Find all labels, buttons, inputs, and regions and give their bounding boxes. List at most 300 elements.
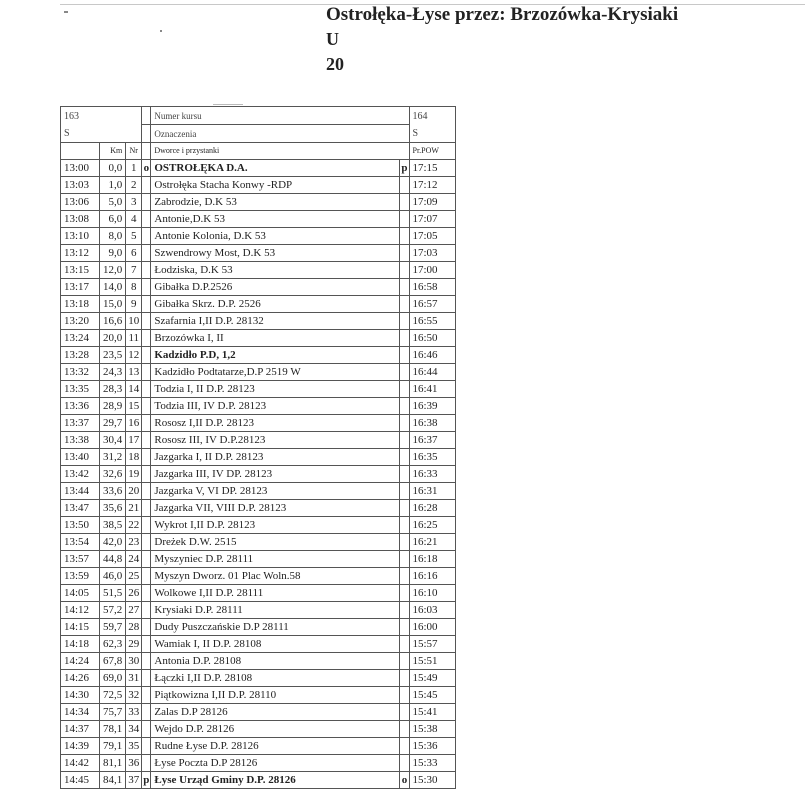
stop-marker xyxy=(142,279,151,296)
departure-time: 13:44 xyxy=(61,483,100,500)
left-run-marking: S xyxy=(64,128,70,139)
timetable xyxy=(60,106,456,789)
return-time: 16:39 xyxy=(409,398,455,415)
stop-name: Jazgarka V, VI DP. 28123 xyxy=(151,483,400,500)
return-time: 16:55 xyxy=(409,313,455,330)
table-row xyxy=(61,755,456,772)
distance-km: 9,0 xyxy=(100,245,126,262)
return-time: 16:28 xyxy=(409,500,455,517)
departure-time: 14:45 xyxy=(61,772,100,789)
return-time: 16:03 xyxy=(409,602,455,619)
return-time: 15:57 xyxy=(409,636,455,653)
return-time: 15:45 xyxy=(409,687,455,704)
departure-time: 13:32 xyxy=(61,364,100,381)
stop-right-marker xyxy=(400,483,409,500)
return-time: 16:57 xyxy=(409,296,455,313)
stop-marker xyxy=(142,381,151,398)
stop-number: 32 xyxy=(126,687,142,704)
distance-km: 14,0 xyxy=(100,279,126,296)
scan-speck xyxy=(160,30,162,32)
departure-time: 13:57 xyxy=(61,551,100,568)
stop-name: Piątkowizna I,II D.P. 28110 xyxy=(151,687,400,704)
stop-number: 34 xyxy=(126,721,142,738)
stop-marker xyxy=(142,755,151,772)
nr-label: Nr xyxy=(126,143,142,160)
distance-km: 57,2 xyxy=(100,602,126,619)
stop-number: 21 xyxy=(126,500,142,517)
stop-number: 15 xyxy=(126,398,142,415)
table-row xyxy=(61,653,456,670)
stop-right-marker xyxy=(400,517,409,534)
return-time: 17:07 xyxy=(409,211,455,228)
distance-km: 42,0 xyxy=(100,534,126,551)
departure-time: 13:20 xyxy=(61,313,100,330)
return-time: 15:41 xyxy=(409,704,455,721)
stop-name: Todzia I, II D.P. 28123 xyxy=(151,381,400,398)
return-time: 16:10 xyxy=(409,585,455,602)
stop-name: Kadzidło Podtatarze,D.P 2519 W xyxy=(151,364,400,381)
return-time: 17:03 xyxy=(409,245,455,262)
distance-km: 29,7 xyxy=(100,415,126,432)
departure-time: 14:39 xyxy=(61,738,100,755)
stop-number: 23 xyxy=(126,534,142,551)
stop-name: Myszyniec D.P. 28111 xyxy=(151,551,400,568)
stop-marker xyxy=(142,585,151,602)
distance-km: 15,0 xyxy=(100,296,126,313)
table-row xyxy=(61,398,456,415)
stop-number: 25 xyxy=(126,568,142,585)
distance-km: 67,8 xyxy=(100,653,126,670)
stop-marker xyxy=(142,738,151,755)
stop-name: Gibałka Skrz. D.P. 2526 xyxy=(151,296,400,313)
return-time: 16:58 xyxy=(409,279,455,296)
distance-km: 75,7 xyxy=(100,704,126,721)
stop-marker xyxy=(142,398,151,415)
return-time: 16:38 xyxy=(409,415,455,432)
left-run-header xyxy=(61,107,142,143)
distance-km: 20,0 xyxy=(100,330,126,347)
table-row xyxy=(61,211,456,228)
stop-right-marker xyxy=(400,619,409,636)
stop-marker: p xyxy=(142,772,151,789)
distance-km: 51,5 xyxy=(100,585,126,602)
stop-name: Łyse Urząd Gminy D.P. 28126 xyxy=(151,772,400,789)
departure-time: 13:50 xyxy=(61,517,100,534)
return-time: 16:25 xyxy=(409,517,455,534)
table-row xyxy=(61,517,456,534)
stop-right-marker xyxy=(400,687,409,704)
departure-time: 14:12 xyxy=(61,602,100,619)
stop-marker xyxy=(142,296,151,313)
blank-header-cell xyxy=(142,107,151,125)
blank-header-cell xyxy=(142,125,151,143)
stop-marker: o xyxy=(142,160,151,177)
left-run-number: 163 xyxy=(64,111,79,122)
stop-marker xyxy=(142,551,151,568)
table-row xyxy=(61,704,456,721)
departure-time: 13:00 xyxy=(61,160,100,177)
stop-name: Łodziska, D.K 53 xyxy=(151,262,400,279)
stop-marker xyxy=(142,245,151,262)
stop-name: Antonie,D.K 53 xyxy=(151,211,400,228)
table-row xyxy=(61,670,456,687)
table-row xyxy=(61,602,456,619)
departure-time: 13:12 xyxy=(61,245,100,262)
blank-header-cell xyxy=(61,143,100,160)
right-run-marking: S xyxy=(412,128,419,139)
return-time: 15:30 xyxy=(409,772,455,789)
stop-right-marker xyxy=(400,466,409,483)
distance-km: 79,1 xyxy=(100,738,126,755)
stop-name: Łączki I,II D.P. 28108 xyxy=(151,670,400,687)
departure-time: 13:17 xyxy=(61,279,100,296)
departure-time: 14:05 xyxy=(61,585,100,602)
stop-number: 3 xyxy=(126,194,142,211)
stop-name: Łyse Poczta D.P 28126 xyxy=(151,755,400,772)
table-row xyxy=(61,466,456,483)
distance-km: 78,1 xyxy=(100,721,126,738)
departure-time: 14:37 xyxy=(61,721,100,738)
route-title: Ostrołęka-Łyse przez: Brzozówka-Krysiaki xyxy=(326,4,679,25)
departure-time: 13:15 xyxy=(61,262,100,279)
stop-name: Antonia D.P. 28108 xyxy=(151,653,400,670)
return-time: 17:00 xyxy=(409,262,455,279)
departure-time: 13:37 xyxy=(61,415,100,432)
table-row xyxy=(61,160,456,177)
distance-km: 1,0 xyxy=(100,177,126,194)
stop-number: 26 xyxy=(126,585,142,602)
stop-right-marker xyxy=(400,721,409,738)
distance-km: 32,6 xyxy=(100,466,126,483)
stop-right-marker xyxy=(400,262,409,279)
return-time: 16:00 xyxy=(409,619,455,636)
stop-marker xyxy=(142,228,151,245)
stop-right-marker xyxy=(400,313,409,330)
distance-km: 33,6 xyxy=(100,483,126,500)
stop-name: Dudy Puszczańskie D.P 28111 xyxy=(151,619,400,636)
departure-time: 14:24 xyxy=(61,653,100,670)
table-row xyxy=(61,296,456,313)
distance-km: 12,0 xyxy=(100,262,126,279)
stop-marker xyxy=(142,449,151,466)
stop-number: 27 xyxy=(126,602,142,619)
stop-name: Wykrot I,II D.P. 28123 xyxy=(151,517,400,534)
stop-name: Szwendrowy Most, D.K 53 xyxy=(151,245,400,262)
right-run-header xyxy=(409,107,455,143)
stop-right-marker xyxy=(400,364,409,381)
distance-km: 81,1 xyxy=(100,755,126,772)
stop-number: 13 xyxy=(126,364,142,381)
stop-marker xyxy=(142,517,151,534)
km-label: Km xyxy=(100,143,126,160)
stop-right-marker xyxy=(400,670,409,687)
return-time: 17:09 xyxy=(409,194,455,211)
stop-marker xyxy=(142,721,151,738)
return-time: 16:16 xyxy=(409,568,455,585)
stop-right-marker xyxy=(400,194,409,211)
stop-right-marker xyxy=(400,755,409,772)
departure-time: 13:42 xyxy=(61,466,100,483)
stop-name: Wamiak I, II D.P. 28108 xyxy=(151,636,400,653)
stop-marker xyxy=(142,483,151,500)
table-row xyxy=(61,534,456,551)
heading xyxy=(326,2,678,77)
stop-marker xyxy=(142,670,151,687)
departure-time: 13:36 xyxy=(61,398,100,415)
stop-name: Brzozówka I, II xyxy=(151,330,400,347)
stop-number: 1 xyxy=(126,160,142,177)
return-time: 16:18 xyxy=(409,551,455,568)
distance-km: 44,8 xyxy=(100,551,126,568)
return-time: 15:38 xyxy=(409,721,455,738)
stop-number: 6 xyxy=(126,245,142,262)
return-time: 17:05 xyxy=(409,228,455,245)
stop-name: Wejdo D.P. 28126 xyxy=(151,721,400,738)
stop-marker xyxy=(142,534,151,551)
return-time: 17:12 xyxy=(409,177,455,194)
departure-time: 14:18 xyxy=(61,636,100,653)
return-time: 15:49 xyxy=(409,670,455,687)
stop-right-marker xyxy=(400,551,409,568)
stop-name: Rososz I,II D.P. 28123 xyxy=(151,415,400,432)
stop-right-marker xyxy=(400,415,409,432)
stop-number: 31 xyxy=(126,670,142,687)
return-time: 16:37 xyxy=(409,432,455,449)
stop-name: Jazgarka I, II D.P. 28123 xyxy=(151,449,400,466)
stop-name: Wolkowe I,II D.P. 28111 xyxy=(151,585,400,602)
right-run-number: 164 xyxy=(412,111,428,122)
stop-number: 8 xyxy=(126,279,142,296)
stop-number: 19 xyxy=(126,466,142,483)
table-row xyxy=(61,279,456,296)
stop-number: 30 xyxy=(126,653,142,670)
departure-time: 14:30 xyxy=(61,687,100,704)
table-row xyxy=(61,551,456,568)
departure-time: 13:40 xyxy=(61,449,100,466)
stop-name: Todzia III, IV D.P. 28123 xyxy=(151,398,400,415)
stop-marker xyxy=(142,194,151,211)
departure-time: 13:24 xyxy=(61,330,100,347)
stop-right-marker: o xyxy=(400,772,409,789)
stop-right-marker xyxy=(400,279,409,296)
stop-number: 36 xyxy=(126,755,142,772)
stop-number: 20 xyxy=(126,483,142,500)
stop-name: Rososz III, IV D.P.28123 xyxy=(151,432,400,449)
departure-time: 13:10 xyxy=(61,228,100,245)
table-row xyxy=(61,619,456,636)
table-row xyxy=(61,500,456,517)
stop-marker xyxy=(142,466,151,483)
stations-label: Dworce i przystanki xyxy=(151,143,409,160)
distance-km: 16,6 xyxy=(100,313,126,330)
departure-time: 13:54 xyxy=(61,534,100,551)
stop-right-marker xyxy=(400,738,409,755)
stop-number: 22 xyxy=(126,517,142,534)
stop-right-marker xyxy=(400,245,409,262)
stop-name: Szafarnia I,II D.P. 28132 xyxy=(151,313,400,330)
stop-marker xyxy=(142,704,151,721)
table-row xyxy=(61,194,456,211)
return-time: 16:31 xyxy=(409,483,455,500)
departure-time: 13:28 xyxy=(61,347,100,364)
return-time: 16:33 xyxy=(409,466,455,483)
return-time: 16:41 xyxy=(409,381,455,398)
stop-right-marker xyxy=(400,398,409,415)
scan-speck xyxy=(64,11,68,13)
distance-km: 28,3 xyxy=(100,381,126,398)
stop-marker xyxy=(142,653,151,670)
stop-name: Zalas D.P 28126 xyxy=(151,704,400,721)
distance-km: 72,5 xyxy=(100,687,126,704)
stop-marker xyxy=(142,330,151,347)
departure-time: 13:38 xyxy=(61,432,100,449)
stop-number: 37 xyxy=(126,772,142,789)
distance-km: 31,2 xyxy=(100,449,126,466)
distance-km: 59,7 xyxy=(100,619,126,636)
departure-time: 13:06 xyxy=(61,194,100,211)
distance-km: 8,0 xyxy=(100,228,126,245)
stop-right-marker xyxy=(400,177,409,194)
table-row xyxy=(61,262,456,279)
stop-name: Rudne Łyse D.P. 28126 xyxy=(151,738,400,755)
table-row xyxy=(61,585,456,602)
stop-name: Myszyn Dworz. 01 Plac Woln.58 xyxy=(151,568,400,585)
stop-name: Krysiaki D.P. 28111 xyxy=(151,602,400,619)
stop-marker xyxy=(142,636,151,653)
departure-time: 14:34 xyxy=(61,704,100,721)
stop-marker xyxy=(142,568,151,585)
table-row xyxy=(61,228,456,245)
table-row xyxy=(61,449,456,466)
route-number: 20 xyxy=(326,54,344,74)
table-row xyxy=(61,364,456,381)
stop-marker xyxy=(142,415,151,432)
return-time: 16:35 xyxy=(409,449,455,466)
stop-marker xyxy=(142,500,151,517)
stop-right-marker xyxy=(400,330,409,347)
table-row xyxy=(61,483,456,500)
distance-km: 84,1 xyxy=(100,772,126,789)
blank-header-cell xyxy=(142,143,151,160)
stop-name: Jazgarka VII, VIII D.P. 28123 xyxy=(151,500,400,517)
departure-time: 13:59 xyxy=(61,568,100,585)
table-row xyxy=(61,687,456,704)
departure-time: 14:26 xyxy=(61,670,100,687)
table-row xyxy=(61,347,456,364)
stop-marker xyxy=(142,364,151,381)
stop-right-marker xyxy=(400,432,409,449)
table-row xyxy=(61,738,456,755)
stop-number: 14 xyxy=(126,381,142,398)
stop-marker xyxy=(142,313,151,330)
stop-name: Antonie Kolonia, D.K 53 xyxy=(151,228,400,245)
table-row xyxy=(61,568,456,585)
table-row xyxy=(61,636,456,653)
stop-marker xyxy=(142,177,151,194)
table-row xyxy=(61,330,456,347)
return-time: 15:36 xyxy=(409,738,455,755)
departure-time: 13:47 xyxy=(61,500,100,517)
line-code: U xyxy=(326,29,339,49)
stop-right-marker xyxy=(400,602,409,619)
stop-number: 28 xyxy=(126,619,142,636)
departure-time: 14:15 xyxy=(61,619,100,636)
return-time: 16:44 xyxy=(409,364,455,381)
scan-speck xyxy=(213,104,243,105)
distance-km: 23,5 xyxy=(100,347,126,364)
stop-right-marker xyxy=(400,585,409,602)
distance-km: 62,3 xyxy=(100,636,126,653)
stop-right-marker xyxy=(400,381,409,398)
stop-number: 10 xyxy=(126,313,142,330)
return-time: 16:50 xyxy=(409,330,455,347)
stop-right-marker xyxy=(400,653,409,670)
departure-time: 13:08 xyxy=(61,211,100,228)
stop-right-marker xyxy=(400,347,409,364)
stop-number: 7 xyxy=(126,262,142,279)
stop-number: 4 xyxy=(126,211,142,228)
stop-number: 33 xyxy=(126,704,142,721)
stop-right-marker: p xyxy=(400,160,409,177)
stop-marker xyxy=(142,347,151,364)
stop-number: 17 xyxy=(126,432,142,449)
stop-name: Kadzidło P.D, 1,2 xyxy=(151,347,400,364)
stop-number: 2 xyxy=(126,177,142,194)
arr-dep-label: Pr.POW xyxy=(409,143,455,160)
stop-name: OSTROŁĘKA D.A. xyxy=(151,160,400,177)
stop-number: 9 xyxy=(126,296,142,313)
stop-right-marker xyxy=(400,636,409,653)
stop-number: 16 xyxy=(126,415,142,432)
stop-name: Ostrołęka Stacha Konwy -RDP xyxy=(151,177,400,194)
stop-marker xyxy=(142,687,151,704)
return-time: 15:51 xyxy=(409,653,455,670)
stop-name: Zabrodzie, D.K 53 xyxy=(151,194,400,211)
run-number-label: Numer kursu xyxy=(151,107,409,125)
stop-name: Dreżek D.W. 2515 xyxy=(151,534,400,551)
table-row xyxy=(61,245,456,262)
table-row xyxy=(61,772,456,789)
stop-right-marker xyxy=(400,534,409,551)
stop-number: 24 xyxy=(126,551,142,568)
stop-marker xyxy=(142,602,151,619)
distance-km: 6,0 xyxy=(100,211,126,228)
distance-km: 46,0 xyxy=(100,568,126,585)
distance-km: 0,0 xyxy=(100,160,126,177)
return-time: 17:15 xyxy=(409,160,455,177)
distance-km: 24,3 xyxy=(100,364,126,381)
departure-time: 13:03 xyxy=(61,177,100,194)
stop-right-marker xyxy=(400,500,409,517)
distance-km: 28,9 xyxy=(100,398,126,415)
table-row xyxy=(61,381,456,398)
stop-right-marker xyxy=(400,568,409,585)
stop-name: Gibałka D.P.2526 xyxy=(151,279,400,296)
stop-name: Jazgarka III, IV DP. 28123 xyxy=(151,466,400,483)
return-time: 16:46 xyxy=(409,347,455,364)
stop-number: 11 xyxy=(126,330,142,347)
markings-label: Oznaczenia xyxy=(151,125,409,143)
distance-km: 35,6 xyxy=(100,500,126,517)
table-row xyxy=(61,313,456,330)
stop-number: 5 xyxy=(126,228,142,245)
stop-right-marker xyxy=(400,704,409,721)
departure-time: 14:42 xyxy=(61,755,100,772)
stop-right-marker xyxy=(400,449,409,466)
stop-right-marker xyxy=(400,228,409,245)
stop-marker xyxy=(142,262,151,279)
departure-time: 13:35 xyxy=(61,381,100,398)
